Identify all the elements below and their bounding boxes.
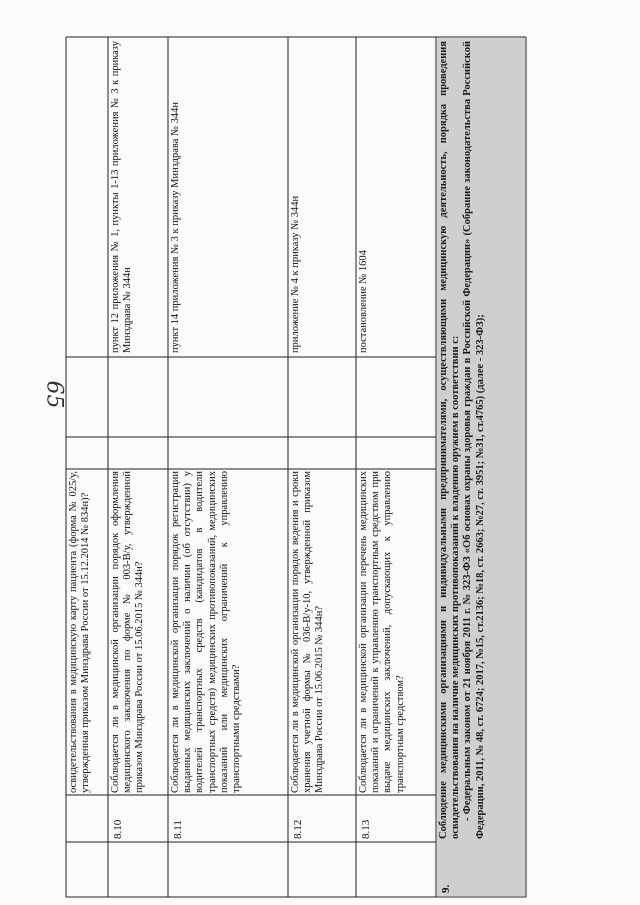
row-8-10-reference: пункт 12 приложения № 1, пункты 1-13 приложения № 3 к приказу Минздрава № 344н xyxy=(110,41,134,353)
handwritten-page-number: 65 xyxy=(41,380,67,409)
row-8-11-number: 8.11 xyxy=(172,820,184,839)
row-cont-question: освидетельствования в медицинскую карту пациента (форма № 025/у, утвержденная приказом Минздрава России от 15.12.2014 № 834н)? xyxy=(68,471,92,793)
row-8-10-question: Соблюдается ли в медицинской организации порядок оформления медицинского заключения по форме № 003-В/у, утвержденной приказом Минздрава России от 15.06.2015 № 344н? xyxy=(110,471,146,793)
row-8-11-question: Соблюдается ли в медицинской организации порядок регистрации выданных медицинских заключений о наличии (об отсутствии) у водителей транспортных средств (кандидатов в водители транспортных средств) медицинских противопоказаний, медицинских показаний или медицинских ограничений к управлению транспортными средствами? xyxy=(170,471,243,793)
row-8-13-question: Соблюдается ли в медицинской организации перечень медицинских показаний и ограничений к управлению транспортным средством при выдаче медицинских заключений, допускающих к управлению транспортным средством? xyxy=(358,471,406,793)
row-8-13-reference: постановление № 1604 xyxy=(358,250,369,353)
row-8-12-question: Соблюдается ли в медицинской организации порядок ведения и сроки хранения учетной формы № 036-В/у-10, утвержденной приказом Минздрава России от 15.06.2015 № 344н? xyxy=(290,471,326,793)
row-8-13-number: 8.13 xyxy=(360,819,372,839)
row-8-12-number: 8.12 xyxy=(292,819,304,839)
row-9-law: - Федеральным законом от 21 ноября 2011 г. № 323-ФЗ «Об основах охраны здоровья граждан в Российской Федерации» (Собрание законодательства Российской Федерации, 2011, № 48, ст. 6724; 2017, №15, ст.2136; №18, ст. 2663; №27, ст. 3951; №31, ст.4765) (далее - 323-ФЗ); xyxy=(462,41,486,839)
row-9-title: Соблюдение медицинскими организациями и индивидуальными предпринимателями, осуществляющими медицинскую деятельность, порядка проведения освидетельствования на наличие медицинских противопоказаний к владению оружием в соответствии с: xyxy=(438,41,462,839)
row-9-number: 9. xyxy=(440,884,452,893)
row-8-12-reference: приложение № 4 к приказу № 344н xyxy=(290,195,301,353)
row-8-10-number: 8.10 xyxy=(112,819,124,839)
row-cont-number xyxy=(70,799,104,839)
row-8-11-reference: пункт 14 приложения № 3 к приказу Минздрава № 344н xyxy=(170,101,181,353)
row-9-content xyxy=(438,41,524,839)
